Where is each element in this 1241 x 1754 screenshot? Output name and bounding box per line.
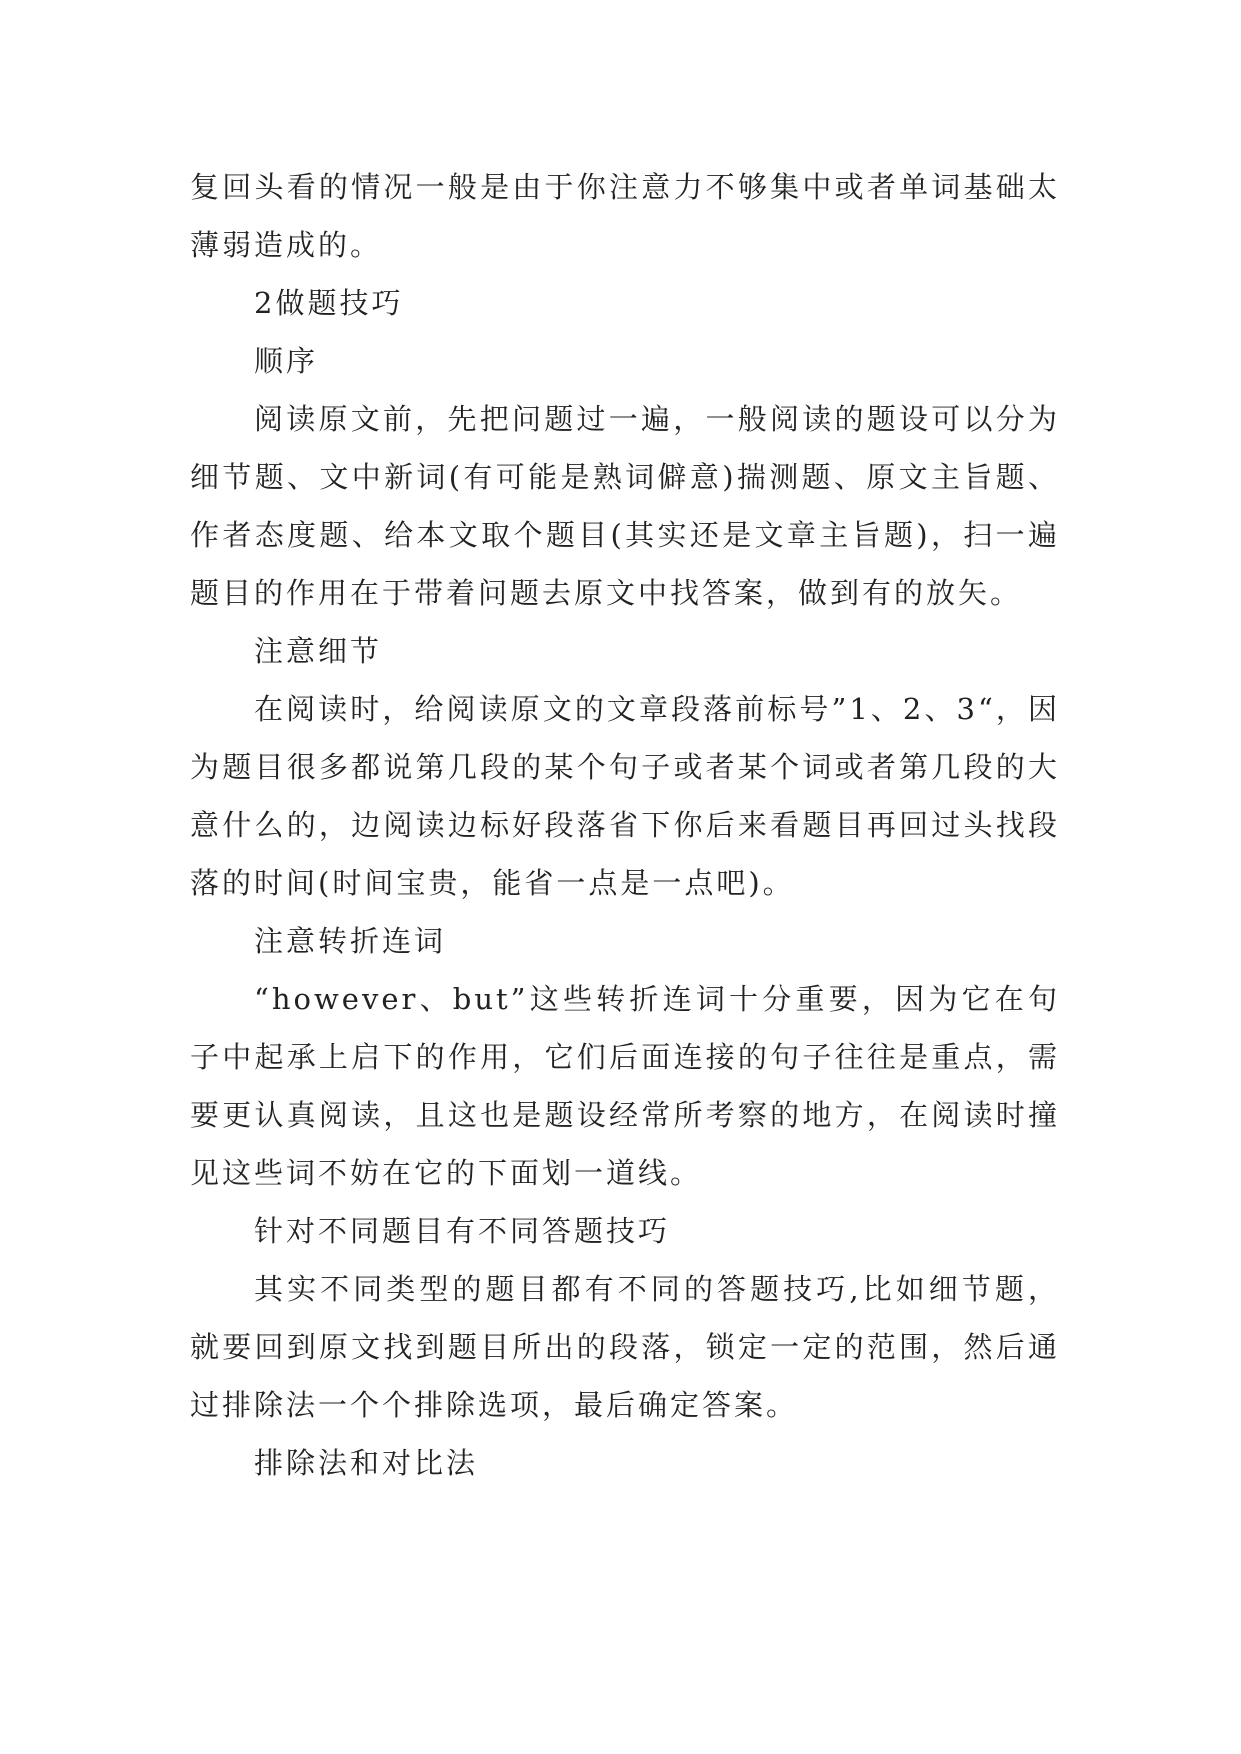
subheading-order: 顺序 [254, 344, 319, 378]
subheading-details: 注意细节 [254, 634, 383, 668]
subheading-question-types: 针对不同题目有不同答题技巧 [254, 1214, 671, 1248]
section-heading-techniques: 2做题技巧 [254, 286, 404, 320]
paragraph-continuation: 复回头看的情况一般是由于你注意力不够集中或者单词基础太薄弱造成的。 [190, 170, 1060, 262]
paragraph-details: 在阅读时，给阅读原文的文章段落前标号”1、2、3“，因为题目很多都说第几段的某个句子或者某个词或者第几段的大意什么的，边阅读边标好段落省下你后来看题目再回过头找段落的时间(时间宝贵，能省一点是一点吧)。 [190, 692, 1060, 900]
subheading-conjunctions: 注意转折连词 [254, 924, 447, 958]
document-body [190, 158, 1060, 1492]
paragraph-conjunctions: “however、but”这些转折连词十分重要，因为它在句子中起承上启下的作用，它们后面连接的句子往往是重点，需要更认真阅读，且这也是题设经常所考察的地方，在阅读时撞见这些词不妨在它的下面划一道线。 [190, 982, 1060, 1190]
subheading-elimination: 排除法和对比法 [254, 1446, 479, 1480]
paragraph-question-types: 其实不同类型的题目都有不同的答题技巧,比如细节题，就要回到原文找到题目所出的段落，锁定一定的范围，然后通过排除法一个个排除选项，最后确定答案。 [190, 1272, 1060, 1422]
paragraph-order: 阅读原文前，先把问题过一遍，一般阅读的题设可以分为细节题、文中新词(有可能是熟词僻意)揣测题、原文主旨题、作者态度题、给本文取个题目(其实还是文章主旨题)，扫一遍题目的作用在于带着问题去原文中找答案，做到有的放矢。 [190, 402, 1060, 610]
